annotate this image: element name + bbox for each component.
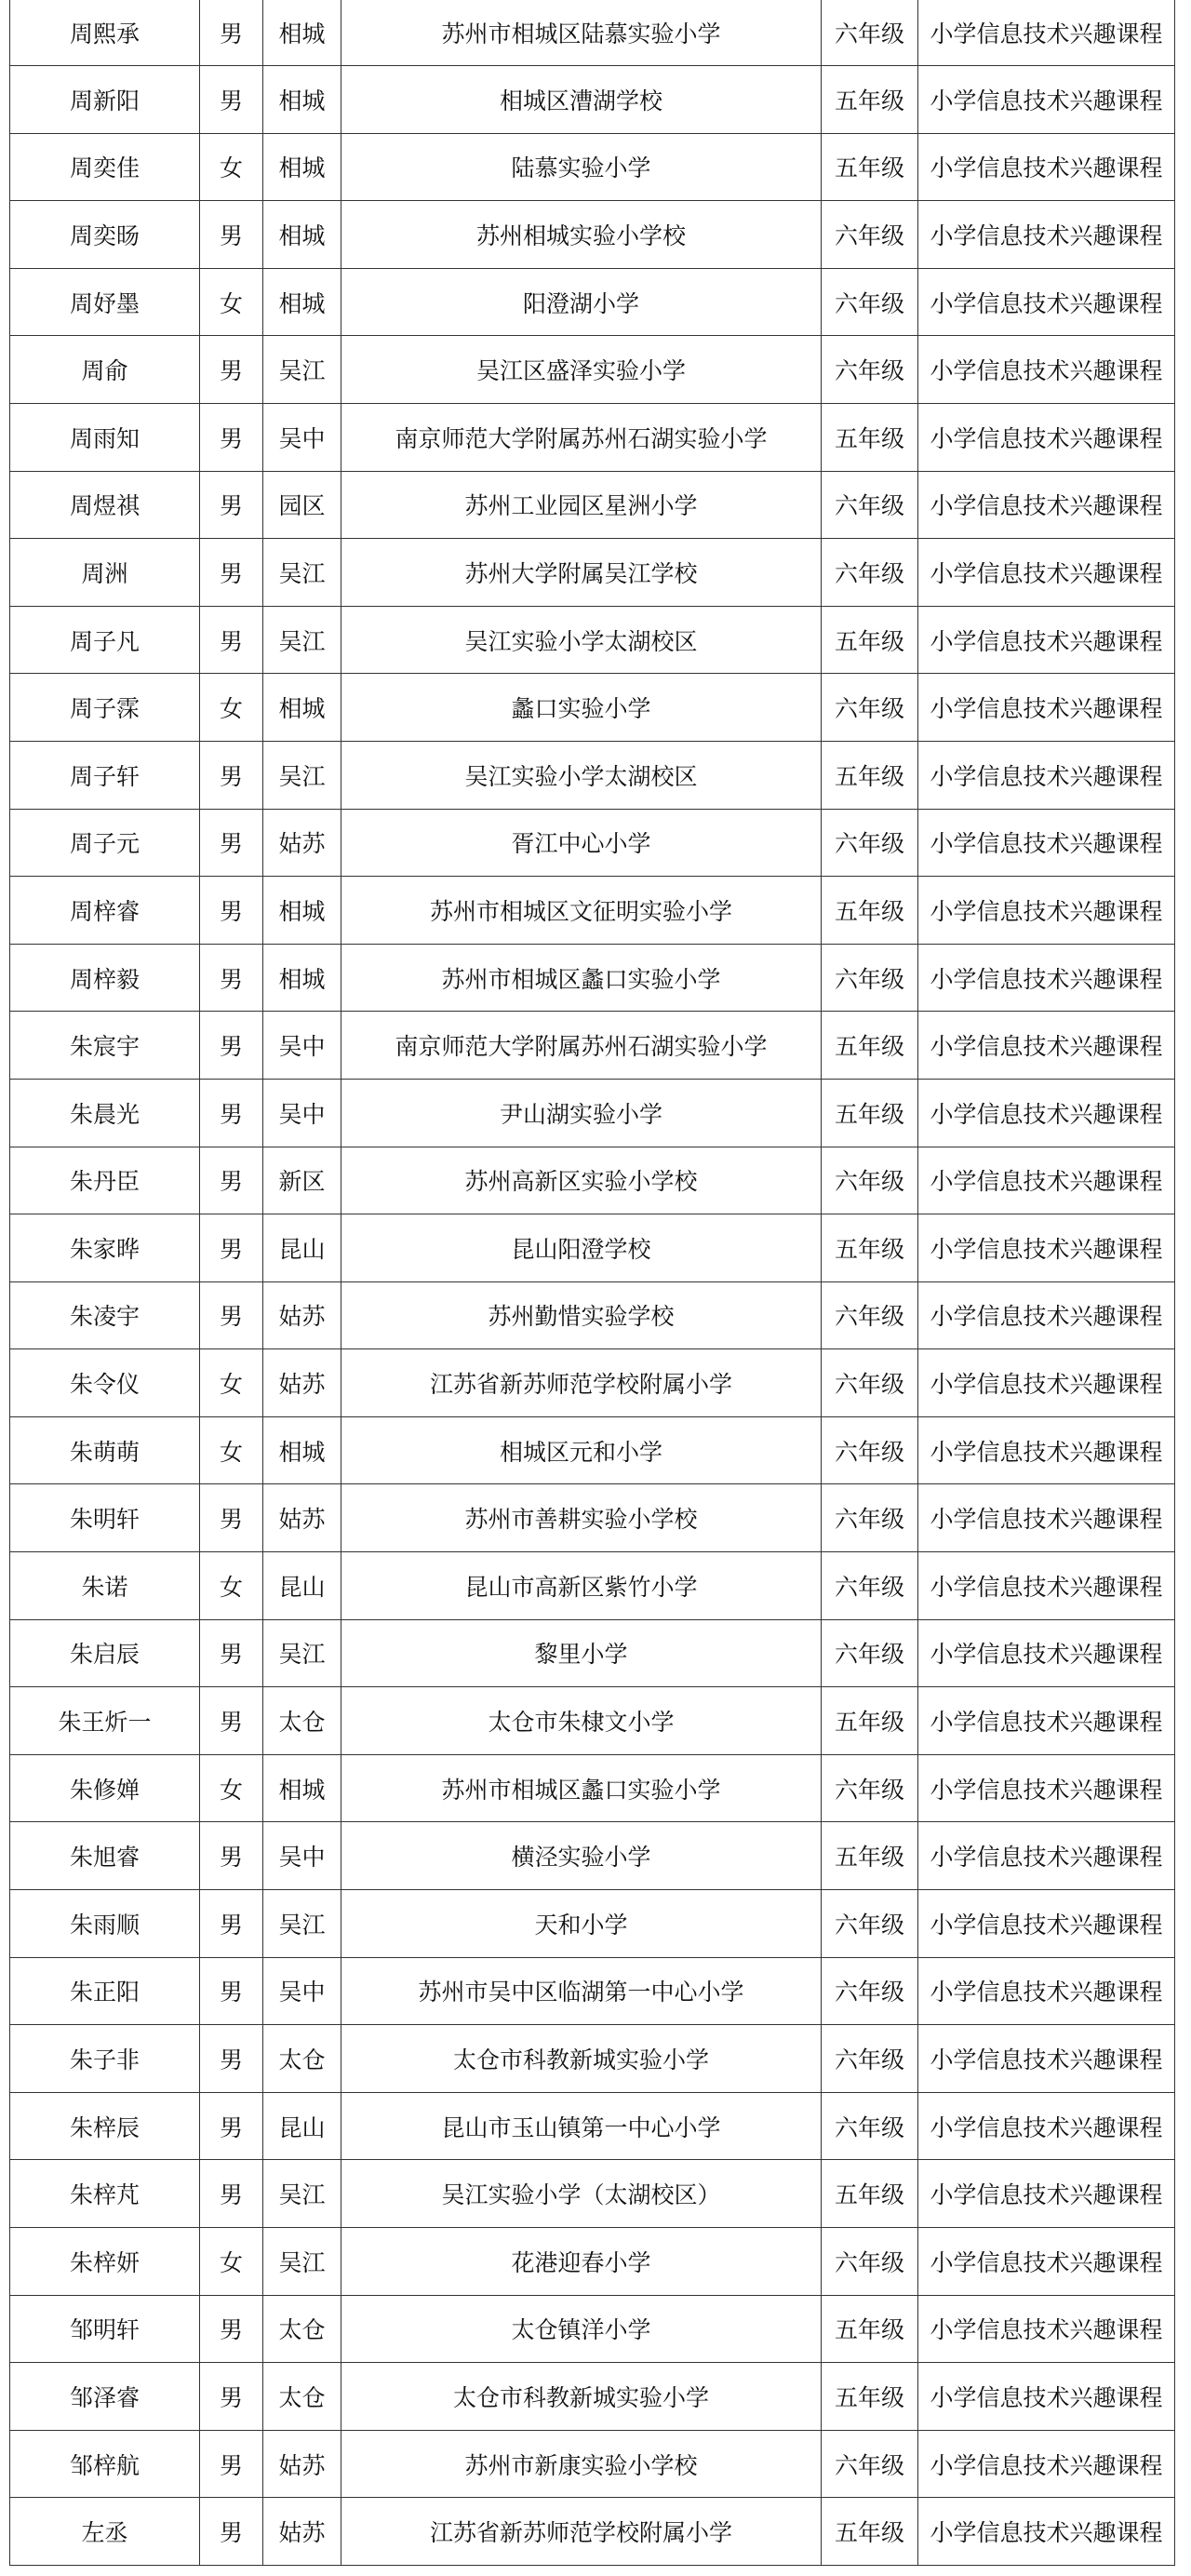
student-name-cell: 朱凌宇 bbox=[10, 1281, 200, 1349]
student-name-cell: 邹泽睿 bbox=[10, 2363, 200, 2431]
table-row bbox=[10, 2025, 1175, 2093]
table-row bbox=[10, 1552, 1175, 1620]
school-cell: 太仓镇洋小学 bbox=[341, 2295, 822, 2363]
gender-cell: 男 bbox=[200, 1687, 263, 1755]
district-cell: 太仓 bbox=[263, 2025, 341, 2093]
student-name-cell: 周子霂 bbox=[10, 674, 200, 742]
grade-cell: 六年级 bbox=[822, 539, 918, 607]
gender-cell: 男 bbox=[200, 201, 263, 269]
gender-cell: 男 bbox=[200, 539, 263, 607]
school-cell: 苏州勤惜实验学校 bbox=[341, 1281, 822, 1349]
school-cell: 苏州市相城区蠡口实验小学 bbox=[341, 1754, 822, 1822]
grade-cell: 六年级 bbox=[822, 0, 918, 66]
grade-cell: 五年级 bbox=[822, 606, 918, 674]
gender-cell: 男 bbox=[200, 606, 263, 674]
grade-cell: 六年级 bbox=[822, 2228, 918, 2296]
grade-cell: 六年级 bbox=[822, 201, 918, 269]
grade-cell: 六年级 bbox=[822, 674, 918, 742]
gender-cell: 女 bbox=[200, 674, 263, 742]
student-name-cell: 周煜祺 bbox=[10, 471, 200, 539]
table-row bbox=[10, 1079, 1175, 1147]
gender-cell: 男 bbox=[200, 66, 263, 134]
table-row bbox=[10, 1012, 1175, 1080]
gender-cell: 男 bbox=[200, 2025, 263, 2093]
table-row bbox=[10, 268, 1175, 336]
table-row bbox=[10, 1349, 1175, 1417]
student-name-cell: 周梓睿 bbox=[10, 877, 200, 945]
gender-cell: 男 bbox=[200, 1822, 263, 1890]
district-cell: 相城 bbox=[263, 1754, 341, 1822]
gender-cell: 男 bbox=[200, 2160, 263, 2228]
course-cell: 小学信息技术兴趣课程 bbox=[918, 66, 1175, 134]
student-name-cell: 周奕旸 bbox=[10, 201, 200, 269]
district-cell: 相城 bbox=[263, 1416, 341, 1484]
school-cell: 江苏省新苏师范学校附属小学 bbox=[341, 1349, 822, 1417]
course-cell: 小学信息技术兴趣课程 bbox=[918, 1147, 1175, 1214]
grade-cell: 五年级 bbox=[822, 741, 918, 809]
grade-cell: 五年级 bbox=[822, 1214, 918, 1282]
table-row bbox=[10, 2228, 1175, 2296]
grade-cell: 五年级 bbox=[822, 133, 918, 201]
student-name-cell: 周子凡 bbox=[10, 606, 200, 674]
school-cell: 蠡口实验小学 bbox=[341, 674, 822, 742]
district-cell: 太仓 bbox=[263, 2363, 341, 2431]
course-cell: 小学信息技术兴趣课程 bbox=[918, 133, 1175, 201]
district-cell: 相城 bbox=[263, 66, 341, 134]
school-cell: 吴江实验小学（太湖校区） bbox=[341, 2160, 822, 2228]
grade-cell: 六年级 bbox=[822, 1416, 918, 1484]
district-cell: 吴江 bbox=[263, 2160, 341, 2228]
gender-cell: 男 bbox=[200, 1281, 263, 1349]
school-cell: 江苏省新苏师范学校附属小学 bbox=[341, 2498, 822, 2566]
student-name-cell: 朱雨顺 bbox=[10, 1890, 200, 1958]
course-cell: 小学信息技术兴趣课程 bbox=[918, 877, 1175, 945]
gender-cell: 女 bbox=[200, 1349, 263, 1417]
district-cell: 太仓 bbox=[263, 1687, 341, 1755]
district-cell: 姑苏 bbox=[263, 1484, 341, 1552]
district-cell: 吴中 bbox=[263, 1822, 341, 1890]
course-cell: 小学信息技术兴趣课程 bbox=[918, 2295, 1175, 2363]
district-cell: 吴中 bbox=[263, 1957, 341, 2025]
grade-cell: 五年级 bbox=[822, 66, 918, 134]
table-row bbox=[10, 809, 1175, 877]
table-row bbox=[10, 336, 1175, 404]
school-cell: 南京师范大学附属苏州石湖实验小学 bbox=[341, 403, 822, 471]
grade-cell: 六年级 bbox=[822, 1484, 918, 1552]
school-cell: 苏州市相城区文征明实验小学 bbox=[341, 877, 822, 945]
table-row bbox=[10, 133, 1175, 201]
gender-cell: 男 bbox=[200, 471, 263, 539]
grade-cell: 五年级 bbox=[822, 2295, 918, 2363]
gender-cell: 男 bbox=[200, 1890, 263, 1958]
grade-cell: 六年级 bbox=[822, 1890, 918, 1958]
student-name-cell: 朱明轩 bbox=[10, 1484, 200, 1552]
grade-cell: 五年级 bbox=[822, 403, 918, 471]
table-row bbox=[10, 0, 1175, 66]
table-row bbox=[10, 1619, 1175, 1687]
table-row bbox=[10, 2363, 1175, 2431]
table-row bbox=[10, 944, 1175, 1012]
student-name-cell: 周雨知 bbox=[10, 403, 200, 471]
gender-cell: 男 bbox=[200, 1214, 263, 1282]
gender-cell: 女 bbox=[200, 1552, 263, 1620]
district-cell: 昆山 bbox=[263, 1214, 341, 1282]
district-cell: 相城 bbox=[263, 877, 341, 945]
course-cell: 小学信息技术兴趣课程 bbox=[918, 2498, 1175, 2566]
table-row bbox=[10, 741, 1175, 809]
student-name-cell: 邹梓航 bbox=[10, 2430, 200, 2498]
gender-cell: 女 bbox=[200, 1416, 263, 1484]
course-cell: 小学信息技术兴趣课程 bbox=[918, 0, 1175, 66]
grade-cell: 六年级 bbox=[822, 1147, 918, 1214]
district-cell: 相城 bbox=[263, 268, 341, 336]
school-cell: 太仓市朱棣文小学 bbox=[341, 1687, 822, 1755]
course-cell: 小学信息技术兴趣课程 bbox=[918, 1349, 1175, 1417]
school-cell: 苏州工业园区星洲小学 bbox=[341, 471, 822, 539]
grade-cell: 五年级 bbox=[822, 1012, 918, 1080]
table-row bbox=[10, 1754, 1175, 1822]
table-row bbox=[10, 539, 1175, 607]
grade-cell: 六年级 bbox=[822, 1619, 918, 1687]
district-cell: 太仓 bbox=[263, 2295, 341, 2363]
gender-cell: 男 bbox=[200, 1147, 263, 1214]
district-cell: 姑苏 bbox=[263, 2498, 341, 2566]
school-cell: 胥江中心小学 bbox=[341, 809, 822, 877]
school-cell: 相城区元和小学 bbox=[341, 1416, 822, 1484]
table-row bbox=[10, 674, 1175, 742]
district-cell: 相城 bbox=[263, 133, 341, 201]
school-cell: 陆慕实验小学 bbox=[341, 133, 822, 201]
district-cell: 吴江 bbox=[263, 1619, 341, 1687]
district-cell: 姑苏 bbox=[263, 2430, 341, 2498]
grade-cell: 六年级 bbox=[822, 944, 918, 1012]
school-cell: 阳澄湖小学 bbox=[341, 268, 822, 336]
district-cell: 姑苏 bbox=[263, 1281, 341, 1349]
school-cell: 黎里小学 bbox=[341, 1619, 822, 1687]
district-cell: 吴江 bbox=[263, 336, 341, 404]
student-name-cell: 朱令仪 bbox=[10, 1349, 200, 1417]
gender-cell: 男 bbox=[200, 2430, 263, 2498]
student-name-cell: 朱梓辰 bbox=[10, 2092, 200, 2160]
district-cell: 姑苏 bbox=[263, 1349, 341, 1417]
grade-cell: 六年级 bbox=[822, 1281, 918, 1349]
district-cell: 昆山 bbox=[263, 1552, 341, 1620]
school-cell: 苏州相城实验小学校 bbox=[341, 201, 822, 269]
table-row bbox=[10, 1214, 1175, 1282]
district-cell: 吴江 bbox=[263, 2228, 341, 2296]
course-cell: 小学信息技术兴趣课程 bbox=[918, 606, 1175, 674]
school-cell: 苏州高新区实验小学校 bbox=[341, 1147, 822, 1214]
grade-cell: 六年级 bbox=[822, 1754, 918, 1822]
grade-cell: 五年级 bbox=[822, 2363, 918, 2431]
grade-cell: 五年级 bbox=[822, 2498, 918, 2566]
gender-cell: 男 bbox=[200, 2498, 263, 2566]
school-cell: 苏州市相城区蠡口实验小学 bbox=[341, 944, 822, 1012]
district-cell: 吴江 bbox=[263, 606, 341, 674]
school-cell: 相城区漕湖学校 bbox=[341, 66, 822, 134]
grade-cell: 六年级 bbox=[822, 2025, 918, 2093]
student-name-cell: 邹明轩 bbox=[10, 2295, 200, 2363]
grade-cell: 五年级 bbox=[822, 1079, 918, 1147]
school-cell: 南京师范大学附属苏州石湖实验小学 bbox=[341, 1012, 822, 1080]
grade-cell: 六年级 bbox=[822, 1349, 918, 1417]
gender-cell: 女 bbox=[200, 1754, 263, 1822]
district-cell: 相城 bbox=[263, 944, 341, 1012]
student-name-cell: 朱修婵 bbox=[10, 1754, 200, 1822]
course-cell: 小学信息技术兴趣课程 bbox=[918, 1687, 1175, 1755]
grade-cell: 六年级 bbox=[822, 1957, 918, 2025]
gender-cell: 男 bbox=[200, 336, 263, 404]
course-cell: 小学信息技术兴趣课程 bbox=[918, 2160, 1175, 2228]
school-cell: 昆山市玉山镇第一中心小学 bbox=[341, 2092, 822, 2160]
student-name-cell: 周熙承 bbox=[10, 0, 200, 66]
course-cell: 小学信息技术兴趣课程 bbox=[918, 2092, 1175, 2160]
table-row bbox=[10, 2160, 1175, 2228]
district-cell: 相城 bbox=[263, 201, 341, 269]
school-cell: 太仓市科教新城实验小学 bbox=[341, 2025, 822, 2093]
student-name-cell: 朱子非 bbox=[10, 2025, 200, 2093]
school-cell: 苏州市吴中区临湖第一中心小学 bbox=[341, 1957, 822, 2025]
course-cell: 小学信息技术兴趣课程 bbox=[918, 2430, 1175, 2498]
gender-cell: 女 bbox=[200, 133, 263, 201]
course-cell: 小学信息技术兴趣课程 bbox=[918, 1079, 1175, 1147]
district-cell: 相城 bbox=[263, 674, 341, 742]
grade-cell: 五年级 bbox=[822, 877, 918, 945]
gender-cell: 男 bbox=[200, 809, 263, 877]
school-cell: 吴江实验小学太湖校区 bbox=[341, 606, 822, 674]
table-body bbox=[10, 0, 1175, 2565]
table-row bbox=[10, 1687, 1175, 1755]
course-cell: 小学信息技术兴趣课程 bbox=[918, 539, 1175, 607]
student-name-cell: 周奕佳 bbox=[10, 133, 200, 201]
table-row bbox=[10, 403, 1175, 471]
course-cell: 小学信息技术兴趣课程 bbox=[918, 809, 1175, 877]
gender-cell: 男 bbox=[200, 2363, 263, 2431]
course-cell: 小学信息技术兴趣课程 bbox=[918, 2228, 1175, 2296]
course-cell: 小学信息技术兴趣课程 bbox=[918, 1822, 1175, 1890]
table-row bbox=[10, 1281, 1175, 1349]
gender-cell: 男 bbox=[200, 2295, 263, 2363]
course-cell: 小学信息技术兴趣课程 bbox=[918, 944, 1175, 1012]
student-name-cell: 周俞 bbox=[10, 336, 200, 404]
gender-cell: 男 bbox=[200, 1484, 263, 1552]
course-cell: 小学信息技术兴趣课程 bbox=[918, 268, 1175, 336]
table-row bbox=[10, 66, 1175, 134]
student-name-cell: 朱晨光 bbox=[10, 1079, 200, 1147]
student-name-cell: 周妤墨 bbox=[10, 268, 200, 336]
student-name-cell: 朱启辰 bbox=[10, 1619, 200, 1687]
course-cell: 小学信息技术兴趣课程 bbox=[918, 674, 1175, 742]
district-cell: 相城 bbox=[263, 0, 341, 66]
student-name-cell: 左丞 bbox=[10, 2498, 200, 2566]
district-cell: 昆山 bbox=[263, 2092, 341, 2160]
district-cell: 吴中 bbox=[263, 1012, 341, 1080]
grade-cell: 六年级 bbox=[822, 1552, 918, 1620]
course-cell: 小学信息技术兴趣课程 bbox=[918, 1416, 1175, 1484]
course-cell: 小学信息技术兴趣课程 bbox=[918, 471, 1175, 539]
school-cell: 吴江实验小学太湖校区 bbox=[341, 741, 822, 809]
student-name-cell: 周子轩 bbox=[10, 741, 200, 809]
gender-cell: 男 bbox=[200, 0, 263, 66]
table-row bbox=[10, 1484, 1175, 1552]
table-row bbox=[10, 1890, 1175, 1958]
school-cell: 苏州市善耕实验小学校 bbox=[341, 1484, 822, 1552]
course-cell: 小学信息技术兴趣课程 bbox=[918, 1957, 1175, 2025]
student-name-cell: 周新阳 bbox=[10, 66, 200, 134]
student-name-cell: 周子元 bbox=[10, 809, 200, 877]
course-cell: 小学信息技术兴趣课程 bbox=[918, 336, 1175, 404]
gender-cell: 男 bbox=[200, 2092, 263, 2160]
student-name-cell: 朱宸宇 bbox=[10, 1012, 200, 1080]
grade-cell: 五年级 bbox=[822, 1687, 918, 1755]
gender-cell: 女 bbox=[200, 2228, 263, 2296]
table-row bbox=[10, 877, 1175, 945]
course-cell: 小学信息技术兴趣课程 bbox=[918, 1754, 1175, 1822]
district-cell: 新区 bbox=[263, 1147, 341, 1214]
student-name-cell: 朱萌萌 bbox=[10, 1416, 200, 1484]
table-row bbox=[10, 2430, 1175, 2498]
student-name-cell: 朱家晔 bbox=[10, 1214, 200, 1282]
grade-cell: 六年级 bbox=[822, 336, 918, 404]
table-row bbox=[10, 1416, 1175, 1484]
grade-cell: 六年级 bbox=[822, 2092, 918, 2160]
district-cell: 吴中 bbox=[263, 1079, 341, 1147]
gender-cell: 男 bbox=[200, 741, 263, 809]
course-cell: 小学信息技术兴趣课程 bbox=[918, 2363, 1175, 2431]
grade-cell: 六年级 bbox=[822, 809, 918, 877]
grade-cell: 六年级 bbox=[822, 268, 918, 336]
student-name-cell: 朱正阳 bbox=[10, 1957, 200, 2025]
course-cell: 小学信息技术兴趣课程 bbox=[918, 403, 1175, 471]
grade-cell: 五年级 bbox=[822, 2160, 918, 2228]
course-cell: 小学信息技术兴趣课程 bbox=[918, 1619, 1175, 1687]
school-cell: 苏州市相城区陆慕实验小学 bbox=[341, 0, 822, 66]
student-list-table bbox=[9, 0, 1175, 2566]
student-name-cell: 朱梓妍 bbox=[10, 2228, 200, 2296]
school-cell: 昆山阳澄学校 bbox=[341, 1214, 822, 1282]
table-row bbox=[10, 201, 1175, 269]
table-row bbox=[10, 606, 1175, 674]
district-cell: 吴江 bbox=[263, 539, 341, 607]
course-cell: 小学信息技术兴趣课程 bbox=[918, 1890, 1175, 1958]
student-name-cell: 朱诺 bbox=[10, 1552, 200, 1620]
grade-cell: 六年级 bbox=[822, 2430, 918, 2498]
school-cell: 昆山市高新区紫竹小学 bbox=[341, 1552, 822, 1620]
student-name-cell: 朱旭睿 bbox=[10, 1822, 200, 1890]
course-cell: 小学信息技术兴趣课程 bbox=[918, 2025, 1175, 2093]
student-name-cell: 周洲 bbox=[10, 539, 200, 607]
course-cell: 小学信息技术兴趣课程 bbox=[918, 741, 1175, 809]
gender-cell: 男 bbox=[200, 1079, 263, 1147]
gender-cell: 男 bbox=[200, 1619, 263, 1687]
table-row bbox=[10, 2295, 1175, 2363]
student-name-cell: 朱丹臣 bbox=[10, 1147, 200, 1214]
gender-cell: 女 bbox=[200, 268, 263, 336]
table-row bbox=[10, 1822, 1175, 1890]
school-cell: 天和小学 bbox=[341, 1890, 822, 1958]
table-row bbox=[10, 1957, 1175, 2025]
course-cell: 小学信息技术兴趣课程 bbox=[918, 201, 1175, 269]
district-cell: 吴中 bbox=[263, 403, 341, 471]
student-name-cell: 周梓毅 bbox=[10, 944, 200, 1012]
school-cell: 花港迎春小学 bbox=[341, 2228, 822, 2296]
table-row bbox=[10, 2092, 1175, 2160]
course-cell: 小学信息技术兴趣课程 bbox=[918, 1281, 1175, 1349]
course-cell: 小学信息技术兴趣课程 bbox=[918, 1214, 1175, 1282]
district-cell: 吴江 bbox=[263, 741, 341, 809]
school-cell: 苏州市新康实验小学校 bbox=[341, 2430, 822, 2498]
course-cell: 小学信息技术兴趣课程 bbox=[918, 1484, 1175, 1552]
district-cell: 姑苏 bbox=[263, 809, 341, 877]
school-cell: 吴江区盛泽实验小学 bbox=[341, 336, 822, 404]
table-row bbox=[10, 1147, 1175, 1214]
table-row bbox=[10, 2498, 1175, 2566]
district-cell: 吴江 bbox=[263, 1890, 341, 1958]
district-cell: 园区 bbox=[263, 471, 341, 539]
school-cell: 尹山湖实验小学 bbox=[341, 1079, 822, 1147]
course-cell: 小学信息技术兴趣课程 bbox=[918, 1552, 1175, 1620]
course-cell: 小学信息技术兴趣课程 bbox=[918, 1012, 1175, 1080]
student-name-cell: 朱梓芃 bbox=[10, 2160, 200, 2228]
gender-cell: 男 bbox=[200, 1957, 263, 2025]
student-name-cell: 朱王炘一 bbox=[10, 1687, 200, 1755]
school-cell: 苏州大学附属吴江学校 bbox=[341, 539, 822, 607]
grade-cell: 五年级 bbox=[822, 1822, 918, 1890]
gender-cell: 男 bbox=[200, 1012, 263, 1080]
school-cell: 横泾实验小学 bbox=[341, 1822, 822, 1890]
gender-cell: 男 bbox=[200, 877, 263, 945]
table-row bbox=[10, 471, 1175, 539]
grade-cell: 六年级 bbox=[822, 471, 918, 539]
school-cell: 太仓市科教新城实验小学 bbox=[341, 2363, 822, 2431]
gender-cell: 男 bbox=[200, 403, 263, 471]
gender-cell: 男 bbox=[200, 944, 263, 1012]
